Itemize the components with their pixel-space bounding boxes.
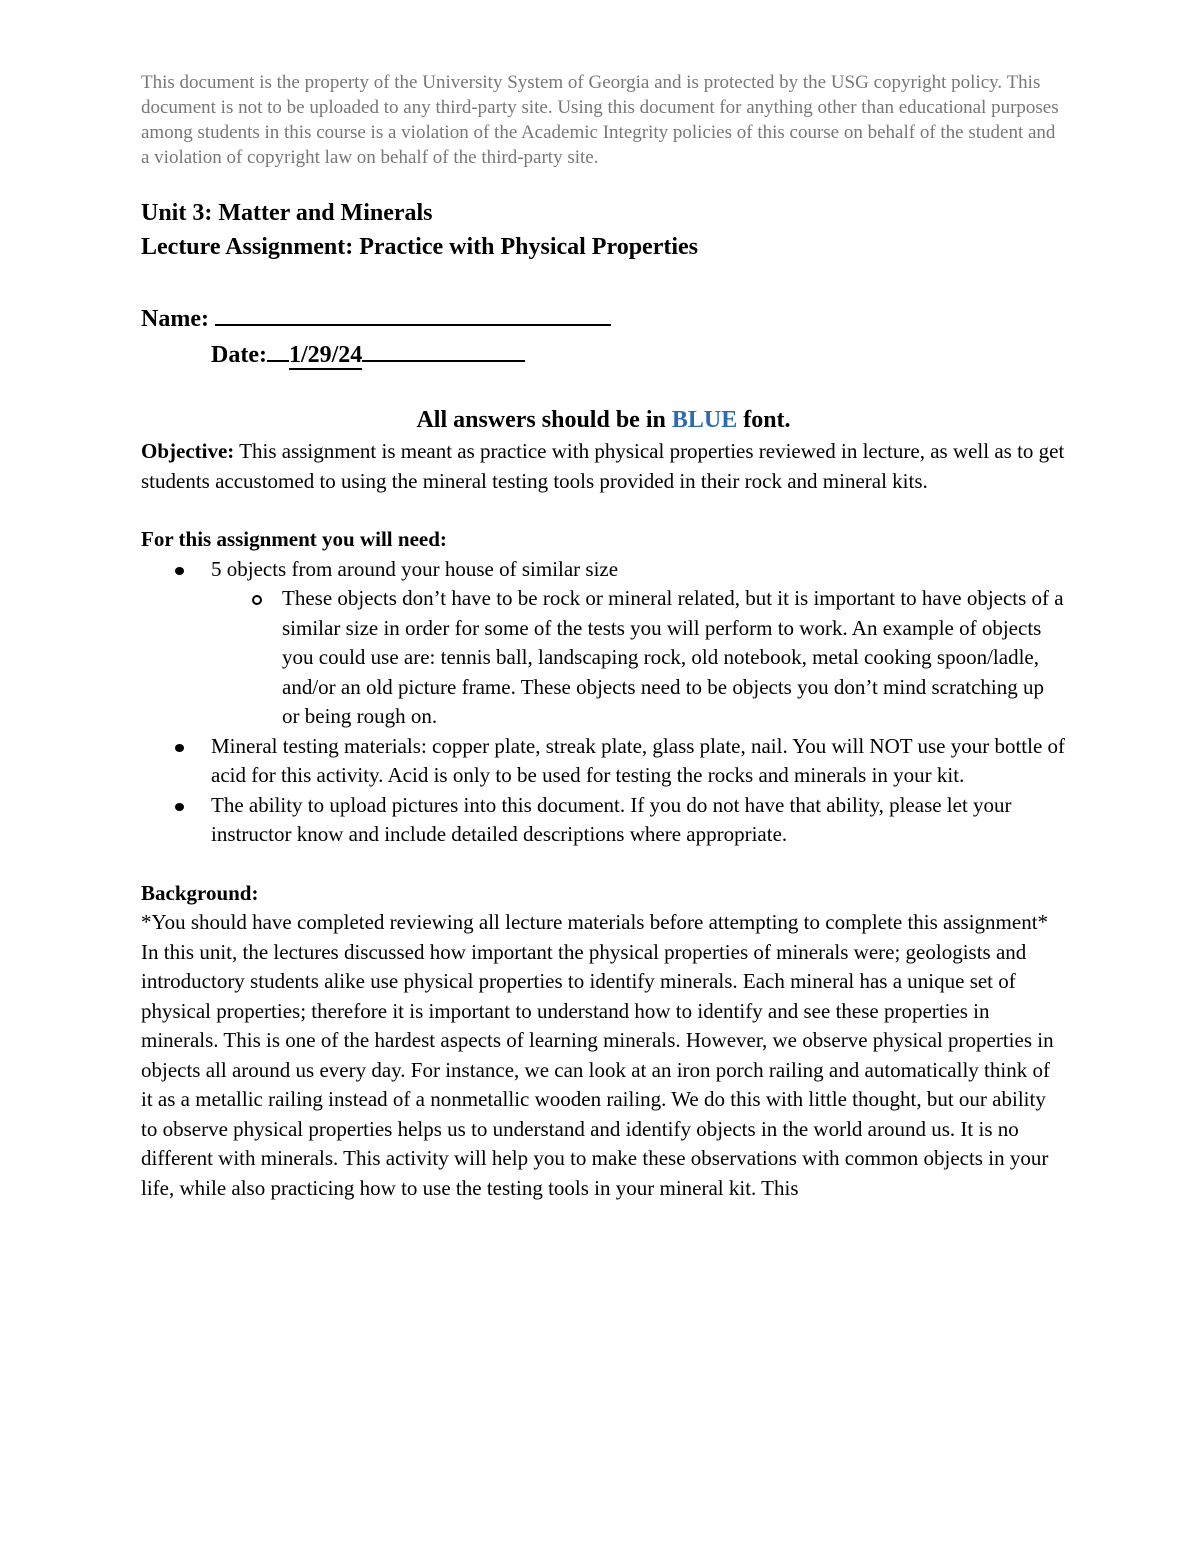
list-item-text: 5 objects from around your house of similar size [211, 556, 619, 581]
name-field[interactable] [215, 300, 611, 326]
bullet-icon [175, 567, 184, 575]
background-paragraph: In this unit, the lectures discussed how important the physical properties of minerals were; geologists and introductory students alike use physical properties to identify minerals. Each mineral has a unique set of physical properties; therefore it is important to understand how to identify and see these properties in minerals. This is one of the hardest aspects of learning minerals. However, we observe physical properties in objects all around us every day. For instance, we can look at an iron porch railing and automatically think of it as a metallic railing instead of a nonmetallic wooden railing. We do this with little thought, but our ability to observe physical properties helps us to understand and identify objects in the world around us. It is no different with minerals. This activity will help you to make these observations with common objects in your life, while also practicing how to use the testing tools in your mineral kit. This [141, 939, 1054, 1200]
answers-instruction-after: font. [737, 407, 791, 433]
unit-title: Unit 3: Matter and Minerals [141, 200, 433, 226]
background-heading: Background: [141, 880, 259, 905]
name-label: Name: [141, 306, 215, 332]
list-item [141, 555, 1066, 732]
sub-list [211, 584, 1066, 732]
date-row [141, 336, 1066, 372]
objective-text: This assignment is meant as practice with physical properties reviewed in lecture, as well as to get students accustomed to using the mineral testing tools provided in their rock and mineral kits. [141, 439, 1065, 493]
sub-list-item [141, 584, 1066, 732]
list-item-text: Mineral testing materials: copper plate, streak plate, glass plate, nail. You will NOT use your bottle of acid for this activity. Acid is only to be used for testing the rocks and minerals in your kit. [211, 733, 1066, 787]
date-blank-trailing [362, 336, 525, 362]
document-page [141, 70, 1066, 1203]
copyright-notice: This document is the property of the University System of Georgia and is protected by the USG copyright policy. This document is not to be uploaded to any third-party site. Using this document for anything other than educational purposes among students in this course is a violation of the Academic Integrity policies of this course on behalf of the student and a violation of copyright law on behalf of the third-party site. [141, 72, 1059, 168]
date-label: Date: [211, 342, 267, 368]
title-block [141, 196, 1066, 264]
assignment-title: Lecture Assignment: Practice with Physical Properties [141, 234, 698, 260]
objective-paragraph [141, 437, 1066, 496]
list-item [141, 791, 1066, 850]
materials-list [141, 555, 1066, 850]
materials-heading: For this assignment you will need: [141, 527, 447, 551]
background-note: *You should have completed reviewing all lecture materials before attempting to complete this assignment* [141, 910, 1049, 934]
answers-instruction-before: All answers should be in [416, 407, 672, 433]
list-item-text: The ability to upload pictures into this document. If you do not have that ability, please let your instructor know and include detailed descriptions where appropriate. [211, 792, 1012, 846]
objective-label: Objective: [141, 439, 235, 463]
answers-instruction [141, 403, 1066, 437]
date-value[interactable]: 1/29/24 [288, 342, 363, 368]
sub-list-item-text: These objects don’t have to be rock or mineral related, but it is important to have objects of a similar size in order for some of the tests you will perform to work. An example of objects you could use are: tennis ball, landscaping rock, old notebook, metal cooking spoon/ladle, and/or an old picture frame. These objects need to be objects you don’t mind scratching up or being rough on. [282, 586, 1064, 728]
answers-instruction-highlight: BLUE [671, 407, 738, 433]
bullet-icon [175, 744, 184, 752]
bullet-icon [175, 803, 184, 811]
date-blank-leading [267, 336, 289, 362]
list-item [141, 732, 1066, 791]
hollow-bullet-icon [252, 595, 262, 605]
name-row [141, 300, 1066, 336]
